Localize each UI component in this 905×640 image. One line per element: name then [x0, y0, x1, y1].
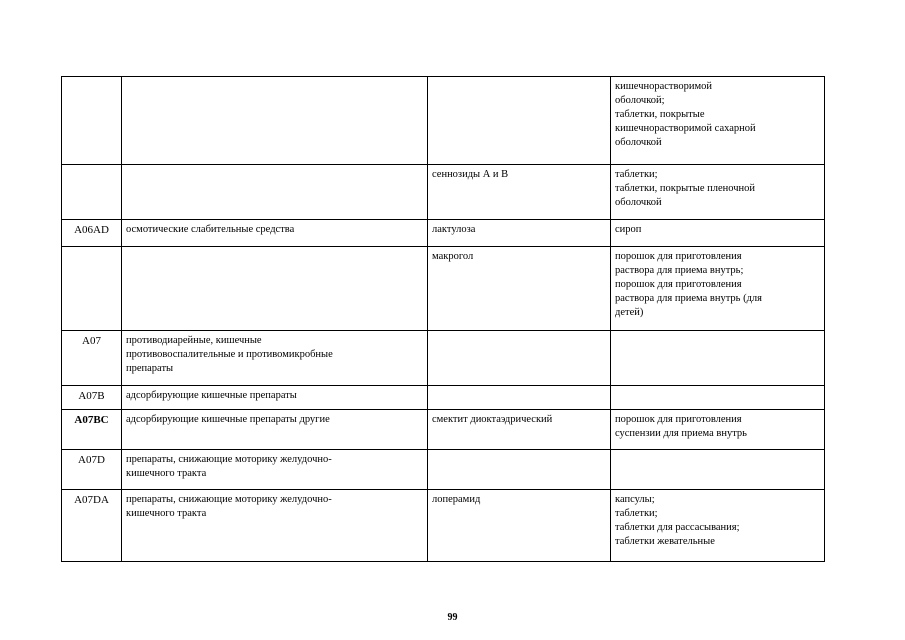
medication-name-cell	[428, 450, 611, 490]
group-line: противовоспалительные и противомикробные	[126, 349, 333, 360]
dosage-form-line: кишечнорастворимой	[615, 81, 713, 92]
anatomical-therapeutic-group-cell	[122, 490, 428, 562]
atc-code-cell	[62, 247, 122, 331]
dosage-form-cell	[611, 77, 825, 165]
dosage-form-line: таблетки для рассасывания;	[615, 522, 740, 533]
dosage-form-cell	[611, 247, 825, 331]
medication-name-cell: лактулоза	[428, 220, 611, 247]
dosage-form-cell	[611, 450, 825, 490]
group-line: препараты, снижающие моторику желудочно-	[126, 454, 332, 465]
anatomical-therapeutic-group-cell	[122, 77, 428, 165]
medication-name-cell: сеннозиды А и B	[428, 165, 611, 220]
anatomical-therapeutic-group-cell: адсорбирующие кишечные препараты другие	[122, 410, 428, 450]
dosage-form-cell	[611, 386, 825, 410]
table-row	[62, 386, 825, 410]
dosage-form-cell	[611, 165, 825, 220]
table-row	[62, 331, 825, 386]
table-row	[62, 220, 825, 247]
anatomical-therapeutic-group-cell	[122, 450, 428, 490]
dosage-form-line: порошок для приготовления	[615, 279, 742, 290]
anatomical-therapeutic-group-cell	[122, 331, 428, 386]
atc-code-cell	[62, 165, 122, 220]
dosage-form-line: сироп	[615, 224, 642, 235]
atc-code-cell: A07DA	[62, 490, 122, 562]
dosage-form-line: суспензии для приема внутрь	[615, 428, 747, 439]
table-row	[62, 410, 825, 450]
atc-code-cell: A07B	[62, 386, 122, 410]
dosage-form-line: таблетки;	[615, 169, 658, 180]
dosage-form-line: оболочкой	[615, 197, 662, 208]
dosage-form-line: оболочкой;	[615, 95, 665, 106]
atc-code-cell: A07BC	[62, 410, 122, 450]
medication-name-cell: лоперамид	[428, 490, 611, 562]
dosage-form-line: таблетки;	[615, 508, 658, 519]
table-row	[62, 450, 825, 490]
dosage-form-cell	[611, 220, 825, 247]
anatomical-therapeutic-group-cell	[122, 247, 428, 331]
dosage-form-line: таблетки, покрытые пленочной	[615, 183, 756, 194]
atc-code-cell: A07	[62, 331, 122, 386]
atc-code-cell: A07D	[62, 450, 122, 490]
atc-code-cell	[62, 77, 122, 165]
group-line: препараты	[126, 363, 174, 374]
table-row	[62, 165, 825, 220]
medication-name-cell	[428, 77, 611, 165]
group-line: противодиарейные, кишечные	[126, 335, 262, 346]
dosage-form-line: кишечнорастворимой сахарной	[615, 123, 756, 134]
dosage-form-line: раствора для приема внутрь (для	[615, 293, 762, 304]
dosage-form-line: порошок для приготовления	[615, 251, 742, 262]
group-line: кишечного тракта	[126, 468, 207, 479]
dosage-form-cell	[611, 410, 825, 450]
medication-name-cell	[428, 331, 611, 386]
dosage-form-line: порошок для приготовления	[615, 414, 742, 425]
anatomical-therapeutic-group-cell	[122, 165, 428, 220]
anatomical-therapeutic-group-cell: адсорбирующие кишечные препараты	[122, 386, 428, 410]
medication-name-cell: макрогол	[428, 247, 611, 331]
drug-classification-table	[61, 76, 825, 562]
dosage-form-line: раствора для приема внутрь;	[615, 265, 744, 276]
table-body	[62, 77, 825, 562]
dosage-form-line: таблетки, покрытые	[615, 109, 705, 120]
dosage-form-line: детей)	[615, 307, 644, 318]
dosage-form-line: капсулы;	[615, 494, 655, 505]
table-row	[62, 247, 825, 331]
medication-name-cell	[428, 386, 611, 410]
medication-name-cell: смектит диоктаэдрический	[428, 410, 611, 450]
group-line: препараты, снижающие моторику желудочно-	[126, 494, 332, 505]
atc-code-cell: A06AD	[62, 220, 122, 247]
dosage-form-cell	[611, 331, 825, 386]
dosage-form-line: оболочкой	[615, 137, 662, 148]
table-row	[62, 77, 825, 165]
table-row	[62, 490, 825, 562]
anatomical-therapeutic-group-cell: осмотические слабительные средства	[122, 220, 428, 247]
group-line: кишечного тракта	[126, 508, 207, 519]
dosage-form-cell	[611, 490, 825, 562]
dosage-form-line: таблетки жевательные	[615, 536, 715, 547]
page-number: 99	[447, 612, 458, 623]
